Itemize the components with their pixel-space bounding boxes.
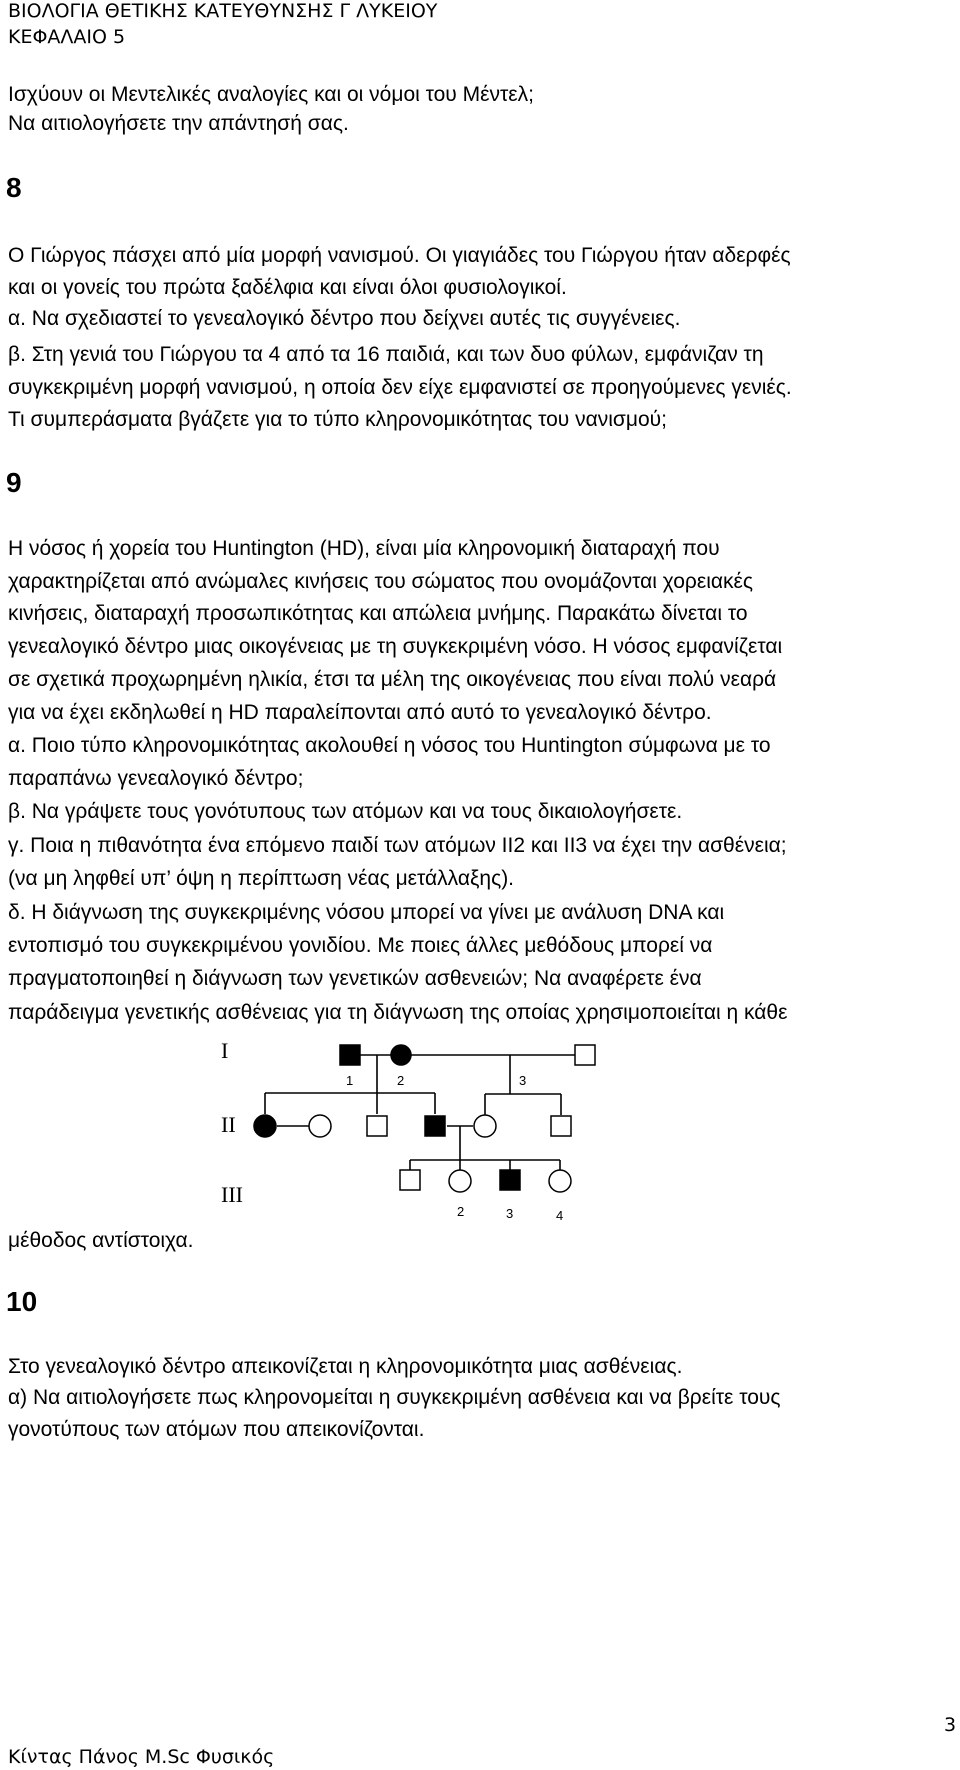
q9-line: κινήσεις, διαταραχή προσωπικότητας και απώλεια μνήμης. Παρακάτω δίνεται το — [8, 602, 748, 625]
q8-line: β. Στη γενιά του Γιώργου τα 4 από τα 16 παιδιά, και των δυο φύλων, εμφάνιζαν τη — [8, 343, 764, 366]
question-8-number: 8 — [6, 172, 22, 203]
pedigree-male-unaffected — [367, 1116, 387, 1136]
q9-line: γ. Ποια η πιθανότητα ένα επόμενο παιδί των ατόμων ΙΙ2 και ΙΙ3 να έχει την ασθένεια; — [8, 834, 787, 857]
pedigree-male-unaffected — [551, 1116, 571, 1136]
pedigree-female-unaffected — [474, 1115, 496, 1137]
footer-page-number: 3 — [944, 1714, 957, 1736]
pedigree-male-unaffected — [400, 1170, 420, 1190]
q8-line: και οι γονείς του πρώτα ξαδέλφια και είναι όλοι φυσιολογικοί. — [8, 276, 567, 299]
pedigree-male-affected — [425, 1116, 445, 1136]
pedigree-female-unaffected — [309, 1115, 331, 1137]
question-9-number: 9 — [6, 467, 22, 498]
pedigree-male-unaffected — [575, 1045, 595, 1065]
q9-line: παραπάνω γενεαλογικό δέντρο; — [8, 767, 304, 790]
q8-line: συγκεκριμένη μορφή νανισμού, η οποία δεν είχε εμφανιστεί σε προηγούμενες γενιές. — [8, 376, 792, 399]
question-10-number: 10 — [6, 1286, 38, 1317]
q9-line: για να έχει εκδηλωθεί η HD παραλείπονται από αυτό το γενεαλογικό δέντρο. — [8, 701, 712, 724]
q9-line: δ. Η διάγνωση της συγκεκριμένης νόσου μπορεί να γίνει με ανάλυση DNA και — [8, 901, 725, 924]
pedigree-number: 3 — [506, 1206, 514, 1221]
pedigree-female-unaffected — [549, 1170, 571, 1192]
q9-line: (να μη ληφθεί υπ’ όψη η περίπτωση νέας μετάλλαξης). — [8, 867, 515, 890]
q9-trailing-line: μέθοδος αντίστοιχα. — [8, 1229, 194, 1252]
pedigree-number: 2 — [397, 1073, 405, 1088]
footer-author: Κίντας Πάνος M.Sc Φυσικός — [8, 1746, 275, 1768]
pedigree-female-affected — [391, 1045, 411, 1065]
q9-line: γενεαλογικό δέντρο μιας οικογένειας με τη συγκεκριμένη νόσο. Η νόσος εμφανίζεται — [8, 635, 783, 658]
q9-line: σε σχετικά προχωρημένη ηλικία, έτσι τα μέλη της οικογένειας που είναι πολύ νεαρά — [8, 668, 777, 691]
q9-line: εντοπισμό του συγκεκριμένου γονιδίου. Με ποιες άλλες μεθόδους μπορεί να — [8, 934, 713, 957]
header-chapter: ΚΕΦΑΛΑΙΟ 5 — [8, 26, 126, 48]
q8-line: α. Να σχεδιαστεί το γενεαλογικό δέντρο που δείχνει αυτές τις συγγένειες. — [8, 307, 681, 330]
q10-line: γονοτύπους των ατόμων που απεικονίζονται. — [8, 1418, 425, 1441]
q8-line: Ο Γιώργος πάσχει από μία μορφή νανισμού. Οι γιαγιάδες του Γιώργου ήταν αδερφές — [8, 244, 791, 267]
q9-line: α. Ποιο τύπο κληρονομικότητας ακολουθεί η νόσος του Huntington σύμφωνα με το — [8, 734, 771, 757]
pedigree-number: 2 — [457, 1204, 465, 1219]
generation-label-iii: III — [221, 1182, 243, 1207]
q9-line: β. Να γράψετε τους γονότυπους των ατόμων και να τους δικαιολογήσετε. — [8, 800, 683, 823]
q8-line: Τι συμπεράσματα βγάζετε για το τύπο κληρονομικότητας του νανισμού; — [8, 408, 667, 431]
q9-line: χαρακτηρίζεται από ανώμαλες κινήσεις του σώματος που ονομάζονται χορειακές — [8, 570, 753, 593]
generation-label-i: I — [221, 1038, 229, 1063]
pedigree-number: 3 — [519, 1073, 527, 1088]
q10-line: Στο γενεαλογικό δέντρο απεικονίζεται η κληρονομικότητα μιας ασθένειας. — [8, 1355, 683, 1378]
pedigree-female-affected — [254, 1115, 276, 1137]
intro-line: Ισχύουν οι Μεντελικές αναλογίες και οι νόμοι του Μέντελ; — [8, 83, 534, 106]
generation-label-ii: II — [221, 1112, 236, 1137]
q10-line: α) Να αιτιολογήσετε πως κληρονομείται η συγκεκριμένη ασθένεια και να βρείτε τους — [8, 1386, 781, 1409]
pedigree-number: 4 — [556, 1208, 564, 1223]
pedigree-male-affected — [500, 1170, 520, 1190]
q9-line: πραγματοποιηθεί η διάγνωση των γενετικών ασθενειών; Να αναφέρετε ένα — [8, 967, 702, 990]
pedigree-male-affected — [340, 1045, 360, 1065]
q9-line: Η νόσος ή χορεία του Huntington (HD), είναι μία κληρονομική διαταραχή που — [8, 537, 720, 560]
pedigree-diagram — [221, 1030, 665, 1255]
pedigree-female-unaffected — [449, 1170, 471, 1192]
header-title: ΒΙΟΛΟΓΙΑ ΘΕΤΙΚΗΣ ΚΑΤΕΥΘΥΝΣΗΣ Γ ΛΥΚΕΙΟΥ — [8, 0, 438, 22]
pedigree-number: 1 — [346, 1073, 354, 1088]
intro-line: Να αιτιολογήσετε την απάντησή σας. — [8, 112, 349, 135]
q9-line: παράδειγμα γενετικής ασθένειας για τη διάγνωση της οποίας χρησιμοποιείται η κάθε — [8, 1001, 788, 1024]
